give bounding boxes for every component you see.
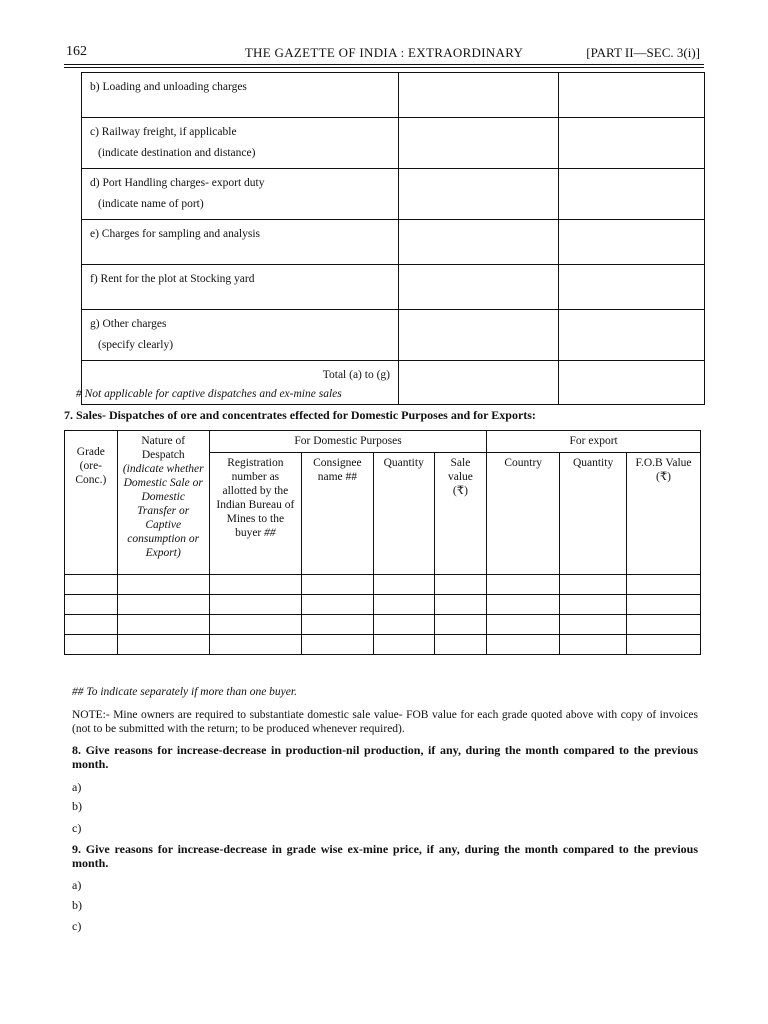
sales-cell[interactable] [373,595,434,615]
col-grade: Grade (ore-Conc.) [65,431,118,575]
sales-data-row [65,635,701,655]
charges-value-cell[interactable] [399,118,559,169]
nature-label: Nature of Despatch [141,435,186,461]
q9-option-a: a) [72,878,82,892]
col-nature-of-despatch [117,431,209,575]
sales-cell[interactable] [209,615,301,635]
sales-cell[interactable] [117,635,209,655]
sales-cell[interactable] [65,595,118,615]
col-registration [209,453,301,575]
sales-cell[interactable] [65,575,118,595]
sales-cell[interactable] [65,615,118,635]
sales-cell[interactable] [487,575,560,595]
charges-label [82,310,399,361]
col-fob-value: F.O.B Value (₹) [627,453,701,575]
note-text: NOTE:- Mine owners are required to substantiate domestic sale value- FOB value for each grade quoted above with copy of invoices (not to be submitted with the return; to be produced whenever required). [72,709,698,735]
col-export-quantity: Quantity [560,453,627,575]
buyer-note: ## To indicate separately if more than one buyer. [72,686,297,698]
gazette-title: THE GAZETTE OF INDIA : EXTRAORDINARY [244,45,524,60]
sales-cell[interactable] [560,595,627,615]
sales-cell[interactable] [434,615,487,635]
charges-value-cell[interactable] [399,265,559,310]
page-number: 162 [66,44,87,59]
charges-row-b [82,73,705,118]
charge-line: f) Rent for the plot at Stocking yard [90,273,255,285]
sales-cell[interactable] [117,595,209,615]
charges-label [82,169,399,220]
charge-line: e) Charges for sampling and analysis [90,228,261,240]
charges-label [82,220,399,265]
sales-cell[interactable] [434,575,487,595]
sales-cell[interactable] [434,595,487,615]
sales-cell[interactable] [65,635,118,655]
charge-subline: (indicate destination and distance) [98,147,256,159]
charges-row-g [82,310,705,361]
sales-cell[interactable] [117,615,209,635]
charge-line: b) Loading and unloading charges [90,81,247,93]
charge-subline: (specify clearly) [98,339,174,351]
charges-value-cell[interactable] [399,73,559,118]
charges-value-cell[interactable] [559,73,705,118]
charges-table [81,72,705,405]
charge-line: c) Railway freight, if applicable [90,126,237,138]
charges-value-cell[interactable] [399,169,559,220]
charge-line: d) Port Handling charges- export duty [90,177,265,189]
page-header [64,44,704,64]
not-applicable-note: # Not applicable for captive dispatches and ex-mine sales [76,388,342,400]
part-section: [PART II—SEC. 3(i)] [586,45,700,60]
col-domestic-group: For Domestic Purposes [209,431,486,453]
sales-cell[interactable] [627,635,701,655]
col-consignee: Consignee name ## [301,453,373,575]
col-sale-value: Sale value (₹) [434,453,487,575]
q8-option-a: a) [72,780,82,794]
q9-option-c: c) [72,919,82,933]
charges-label [82,118,399,169]
charges-row-e [82,220,705,265]
sales-cell[interactable] [560,635,627,655]
sales-cell[interactable] [209,595,301,615]
charge-line: g) Other charges [90,318,167,330]
charges-label [82,73,399,118]
header-rule-secondary [64,67,704,68]
charges-value-cell[interactable] [559,169,705,220]
sales-cell[interactable] [627,575,701,595]
nature-hint: (indicate whether Domestic Sale or Domestic Transfer or Captive consumption or Export) [122,463,204,559]
sales-table [64,430,701,655]
sales-cell[interactable] [487,635,560,655]
sales-cell[interactable] [209,635,301,655]
q9-option-b: b) [72,898,82,912]
charges-value-cell[interactable] [559,265,705,310]
sales-data-row [65,575,701,595]
charge-subline: (indicate name of port) [98,198,204,210]
registration-label: Registration number as allotted by the Indian Bureau of Mines to the buyer [216,457,295,539]
sales-cell[interactable] [301,595,373,615]
sales-cell[interactable] [560,575,627,595]
sales-header-row [65,431,701,453]
section-8-title: 8. Give reasons for increase-decrease in production-nil production, if any, during the month compared to the previous month. [72,743,698,771]
charges-value-cell[interactable] [559,310,705,361]
section-9-title: 9. Give reasons for increase-decrease in grade wise ex-mine price, if any, during the month compared to the previous month. [72,842,698,870]
sales-cell[interactable] [301,635,373,655]
col-export-group: For export [487,431,701,453]
charges-row-f [82,265,705,310]
charges-value-cell[interactable] [559,118,705,169]
sales-cell[interactable] [434,635,487,655]
sales-cell[interactable] [487,595,560,615]
col-quantity: Quantity [373,453,434,575]
sales-cell[interactable] [373,615,434,635]
sales-cell[interactable] [373,575,434,595]
sales-cell[interactable] [209,575,301,595]
charges-value-cell[interactable] [399,310,559,361]
q8-option-c: c) [72,821,82,835]
charges-total-label: Total (a) to (g) [82,361,399,405]
registration-mark: ## [264,527,276,539]
charges-value-cell[interactable] [559,220,705,265]
col-country: Country [487,453,560,575]
sales-cell[interactable] [373,635,434,655]
sales-cell[interactable] [117,575,209,595]
sales-cell[interactable] [487,615,560,635]
sales-data-row [65,615,701,635]
charges-total-cell[interactable] [399,361,559,405]
sales-cell[interactable] [627,615,701,635]
charges-value-cell[interactable] [399,220,559,265]
charges-row-d [82,169,705,220]
q8-option-b: b) [72,799,82,813]
charges-total-cell[interactable] [559,361,705,405]
sales-cell[interactable] [301,575,373,595]
sales-cell[interactable] [301,615,373,635]
section-7-title: 7. Sales- Dispatches of ore and concentrates effected for Domestic Purposes and for Exports: [64,408,536,422]
sales-cell[interactable] [560,615,627,635]
sales-cell[interactable] [627,595,701,615]
charges-label [82,265,399,310]
sales-data-row [65,595,701,615]
charges-row-c [82,118,705,169]
header-rule [64,64,704,65]
